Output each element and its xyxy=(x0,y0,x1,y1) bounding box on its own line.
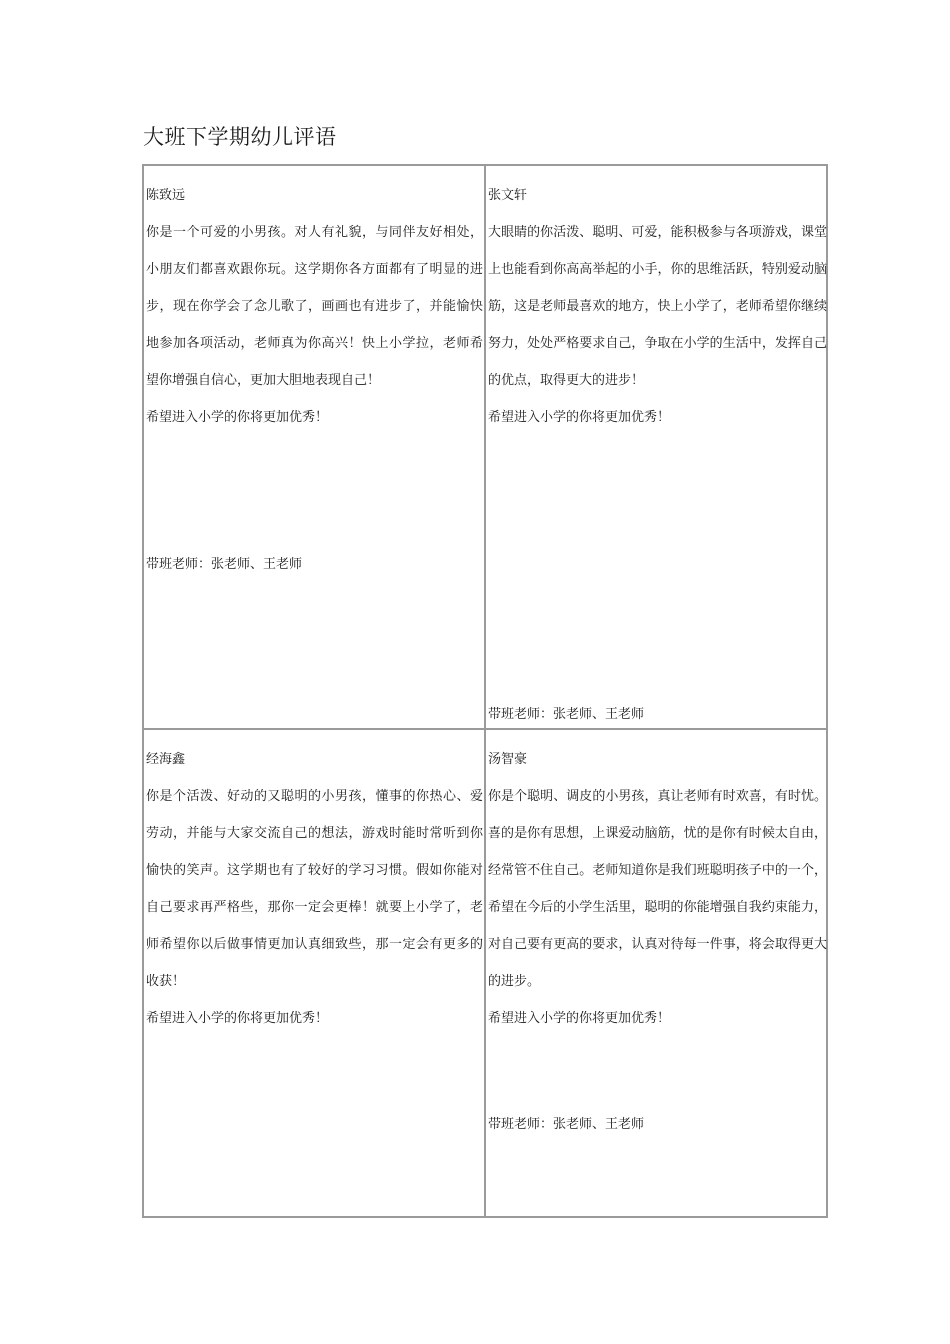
teacher-signature: 带班老师：张老师、王老师 xyxy=(488,707,645,722)
evaluation-cell-chen xyxy=(144,166,486,730)
child-name: 张文轩 xyxy=(488,188,528,203)
comment-text: 你是个活泼、好动的又聪明的小男孩，懂事的你热心、爱劳动，并能与大家交流自己的想法，游戏时能时常听到你愉快的笑声。这学期也有了较好的学习习惯。假如你能对自己要求再严格些，那你一定会更棒！就要上小学了，老师希望你以后做事情更加认真细致些，那一定会有更多的收获！ xyxy=(146,789,483,989)
wish-text: 希望进入小学的你将更加优秀！ xyxy=(146,1011,329,1026)
evaluation-cell-jing xyxy=(144,730,486,1216)
teacher-signature: 带班老师：张老师、王老师 xyxy=(146,557,303,572)
page-title: 大班下学期幼儿评语 xyxy=(143,125,337,149)
child-name: 陈致远 xyxy=(146,188,186,203)
comment-text: 你是一个可爱的小男孩。对人有礼貌，与同伴友好相处，小朋友们都喜欢跟你玩。这学期你各方面都有了明显的进步，现在你学会了念儿歌了，画画也有进步了，并能愉快地参加各项活动，老师真为你高兴！快上小学拉，老师希望你增强自信心，更加大胆地表现自己！ xyxy=(146,225,483,388)
evaluation-table xyxy=(142,164,828,1218)
teacher-signature: 带班老师：张老师、王老师 xyxy=(488,1117,645,1132)
child-name: 经海鑫 xyxy=(146,752,186,767)
evaluation-cell-tang xyxy=(486,730,828,1216)
wish-text: 希望进入小学的你将更加优秀！ xyxy=(146,410,329,425)
comment-text: 大眼睛的你活泼、聪明、可爱，能积极参与各项游戏，课堂上也能看到你高高举起的小手，你的思维活跃，特别爱动脑筋，这是老师最喜欢的地方，快上小学了，老师希望你继续努力，处处严格要求自己，争取在小学的生活中，发挥自己的优点，取得更大的进步！ xyxy=(488,225,827,388)
evaluation-cell-zhang xyxy=(486,166,828,730)
comment-text: 你是个聪明、调皮的小男孩，真让老师有时欢喜，有时忧。喜的是你有思想，上课爱动脑筋，忧的是你有时候太自由，经常管不住自己。老师知道你是我们班聪明孩子中的一个，希望在今后的小学生活里，聪明的你能增强自我约束能力，对自己要有更高的要求，认真对待每一件事，将会取得更大的进步。 xyxy=(488,789,827,989)
wish-text: 希望进入小学的你将更加优秀！ xyxy=(488,1011,671,1026)
wish-text: 希望进入小学的你将更加优秀！ xyxy=(488,410,671,425)
child-name: 汤智豪 xyxy=(488,752,528,767)
